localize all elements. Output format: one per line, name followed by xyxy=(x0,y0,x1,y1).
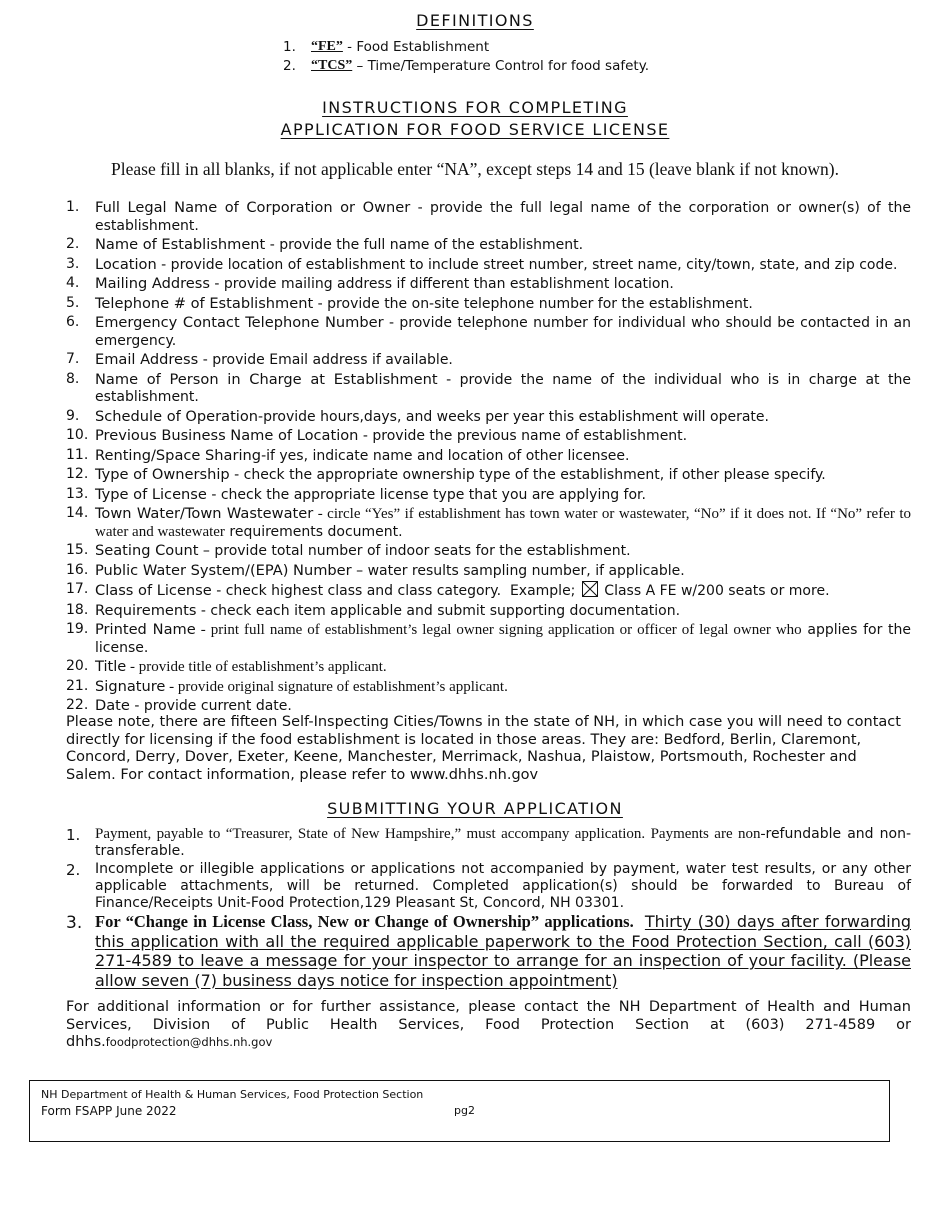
definition-number: 2. xyxy=(283,57,296,74)
instruction-step xyxy=(66,562,911,581)
step-term: Title xyxy=(95,658,127,675)
instruction-step xyxy=(66,199,911,235)
submitting-step xyxy=(66,861,911,912)
step-term: Name of Establishment xyxy=(95,236,266,253)
instructions-heading-line1: INSTRUCTIONS FOR COMPLETING xyxy=(322,98,628,117)
step-desc: - provide the on-site telephone number for the establishment. xyxy=(313,295,753,312)
step-term: Emergency Contact Telephone Number xyxy=(95,314,384,331)
step-number: 16. xyxy=(66,561,89,578)
instruction-step xyxy=(66,314,911,350)
step-number: 3. xyxy=(66,913,83,933)
step-number: 13. xyxy=(66,485,89,502)
instruction-step xyxy=(66,408,911,427)
step-term: Printed Name xyxy=(95,621,196,638)
step-term: Signature xyxy=(95,677,166,695)
step-desc: -provide hours,days, and weeks per year this establishment will operate. xyxy=(258,408,769,425)
step-term: Email Address xyxy=(95,351,199,368)
definition-separator: – xyxy=(352,57,368,74)
instruction-step xyxy=(66,295,911,314)
step-desc-serif: - provide original signature of establishment’s applicant. xyxy=(165,678,508,695)
definition-desc: Time/Temperature Control for food safety. xyxy=(367,57,650,74)
step-term: Schedule of Operation xyxy=(95,407,259,425)
instruction-step xyxy=(66,275,911,294)
step-desc: - provide the full legal name of the corporation or owner(s) of the establishment. xyxy=(95,200,911,234)
step-number: 8. xyxy=(66,370,80,387)
step-term: Previous Business Name of Location xyxy=(95,427,359,444)
footer-page-number: pg2 xyxy=(454,1104,475,1117)
definition-term: “FE” xyxy=(311,39,343,54)
step-number: 19. xyxy=(66,621,89,637)
step-number: 9. xyxy=(66,407,80,424)
step-number: 17. xyxy=(66,581,89,597)
definitions-list xyxy=(283,38,649,75)
instruction-step xyxy=(66,581,911,601)
footer-box xyxy=(29,1080,890,1142)
instruction-step xyxy=(66,427,911,446)
instruction-step xyxy=(66,602,911,621)
instruction-step xyxy=(66,447,911,466)
footer-form-id: Form FSAPP June 2022 xyxy=(41,1104,177,1118)
step-number: 21. xyxy=(66,677,89,694)
step-term: Date xyxy=(95,697,130,714)
step-term: Seating Count xyxy=(95,542,199,559)
step-desc: - provide the name of the individual who is in charge at the establishment. xyxy=(95,371,912,405)
instruction-step xyxy=(66,678,911,697)
definition-item xyxy=(283,38,649,57)
step-text: Incomplete or illegible applications or applications not accompanied by payment, water test results, or any other applicable attachments, will be returned. Completed application(s) should be forwarded to Bureau of Finance/Receipts Unit-Food Protection,129 Pleasant St, Concord, NH 03301. xyxy=(95,861,911,911)
step-term: Renting/Space Sharing xyxy=(95,446,262,464)
step-desc: -if yes, indicate name and location of other licensee. xyxy=(261,447,630,464)
step-text-serif: Payment, payable to “Treasurer, State of New Hampshire,” must accompany application. Payments are non- xyxy=(95,826,766,842)
instruction-step xyxy=(66,371,911,407)
submitting-step xyxy=(66,826,911,860)
step-number: 18. xyxy=(66,601,89,618)
contact-text: For additional information or for further assistance, please contact the NH Department of Health and Human Services, Division of Public Health Services, Food Protection Section at (603) 271-4589 or dhhs. xyxy=(66,999,911,1050)
definition-separator: - xyxy=(342,39,357,55)
step-number: 1. xyxy=(66,826,81,844)
step-underlined-text: Thirty (30) days after forwarding this application with all the required applicable paperwork to the Food Protection Section, call (603) 271-4589 to leave a message for your inspector to arrange for an inspection of your facility. (Please allow seven (7) business days notice for inspection appointment) xyxy=(95,912,911,990)
step-term: Name of Person in Charge at Establishment xyxy=(95,370,438,388)
instruction-step xyxy=(66,256,911,275)
step-desc: - check the appropriate ownership type of the establishment, if other please specify. xyxy=(229,467,826,483)
instruction-step xyxy=(66,236,911,255)
step-number: 22. xyxy=(66,697,89,713)
step-desc: requirements document. xyxy=(224,523,403,540)
instruction-step xyxy=(66,658,911,677)
instruction-step xyxy=(66,505,911,541)
step-term: Public Water System/(EPA) Number xyxy=(95,561,352,579)
instructions-heading xyxy=(0,97,950,141)
instruction-step xyxy=(66,697,911,716)
step-term: Type of Ownership xyxy=(95,466,230,483)
step-number: 2. xyxy=(66,236,80,252)
step-desc: - provide mailing address if different than establishment location. xyxy=(209,276,674,292)
step-number: 11. xyxy=(66,446,89,463)
step-term: Type of License xyxy=(95,485,207,503)
step-number: 14. xyxy=(66,505,89,521)
step-desc: - provide the full name of the establishment. xyxy=(265,237,584,253)
instructions-heading-line2: APPLICATION FOR FOOD SERVICE LICENSE xyxy=(280,120,670,139)
instruction-steps xyxy=(66,199,911,717)
step-number: 3. xyxy=(66,255,80,272)
submitting-heading: SUBMITTING YOUR APPLICATION xyxy=(327,799,623,818)
instruction-step xyxy=(66,621,911,657)
step-text: refundable and non-transferable. xyxy=(95,826,911,859)
instruction-step xyxy=(66,486,911,505)
footer-department: NH Department of Health & Human Services, Food Protection Section xyxy=(41,1088,424,1101)
step-desc: - check the appropriate license type that you are applying for. xyxy=(206,486,646,503)
definition-item xyxy=(283,57,649,76)
step-number: 15. xyxy=(66,542,89,558)
self-inspecting-towns-note: Please note, there are fifteen Self-Inspecting Cities/Towns in the state of NH, in which case you will need to contact directly for licensing if the food establishment is located in those areas. They are: Bedford, Berlin, Claremont, Concord, Derry, Dover, Exeter, Keene, Manchester, Merrimack, Nashua, Plaistow, Portsmouth, Rochester and Salem. For contact information, please refer to www.dhhs.nh.gov xyxy=(66,714,901,783)
contact-email: foodprotection@dhhs.nh.gov xyxy=(105,1035,273,1049)
step-desc-serif: - circle “Yes” if establishment has town water or wastewater, “No” if it does not. If “No” refer to water and wastewater xyxy=(95,506,911,540)
step-desc: - provide the previous name of establishment. xyxy=(358,428,688,444)
step-desc: - check highest class and class category. Example; xyxy=(211,583,580,599)
step-desc: - provide telephone number for individual who should be contacted in an emergency. xyxy=(95,315,912,349)
step-term: Requirements xyxy=(95,601,197,619)
definition-desc: Food Establishment xyxy=(356,39,490,55)
step-number: 20. xyxy=(66,658,89,674)
step-term: Town Water/Town Wastewater xyxy=(95,505,314,522)
step-term: Telephone # of Establishment xyxy=(95,294,314,312)
instruction-step xyxy=(66,466,911,485)
submitting-steps xyxy=(66,826,911,992)
fill-in-note: Please fill in all blanks, if not applicable enter “NA”, except steps 14 and 15 (leave blank if not known). xyxy=(111,159,839,179)
step-number: 10. xyxy=(66,427,89,443)
step-desc: – provide total number of indoor seats for the establishment. xyxy=(198,543,631,559)
definition-number: 1. xyxy=(283,39,296,55)
checked-box-icon xyxy=(582,581,598,597)
step-desc: applies for the license. xyxy=(95,622,911,656)
definition-term: “TCS” xyxy=(311,57,353,73)
step-number: 6. xyxy=(66,314,80,330)
step-number: 4. xyxy=(66,275,80,291)
step-term: Mailing Address xyxy=(95,275,210,292)
step-desc: – water results sampling number, if applicable. xyxy=(351,562,685,579)
step-desc-serif: - provide title of establishment’s applicant. xyxy=(126,659,387,675)
step-term: Location xyxy=(95,255,157,273)
step-number: 5. xyxy=(66,294,80,311)
step-desc-after: Class A FE w/200 seats or more. xyxy=(599,583,830,599)
step-number: 7. xyxy=(66,351,80,367)
instruction-step xyxy=(66,542,911,561)
step-number: 1. xyxy=(66,199,80,215)
step-desc-serif: - print full name of establishment’s legal owner signing application or officer of legal owner who xyxy=(195,622,802,638)
instruction-step xyxy=(66,351,911,370)
step-number: 2. xyxy=(66,861,81,879)
step-desc: - provide current date. xyxy=(129,698,292,714)
step-number: 12. xyxy=(66,466,89,482)
submitting-step xyxy=(66,913,911,991)
step-desc: - provide location of establishment to include street number, street name, city/town, state, and zip code. xyxy=(156,256,898,273)
step-desc: - provide Email address if available. xyxy=(198,352,453,368)
definitions-heading: DEFINITIONS xyxy=(416,11,534,30)
step-term: Full Legal Name of Corporation or Owner xyxy=(95,199,411,216)
step-term: Class of License xyxy=(95,582,212,599)
step-bold-text: For “Change in License Class, New or Change of Ownership” applications. xyxy=(95,912,634,931)
step-desc: - check each item applicable and submit supporting documentation. xyxy=(196,602,681,619)
contact-note xyxy=(66,999,911,1052)
